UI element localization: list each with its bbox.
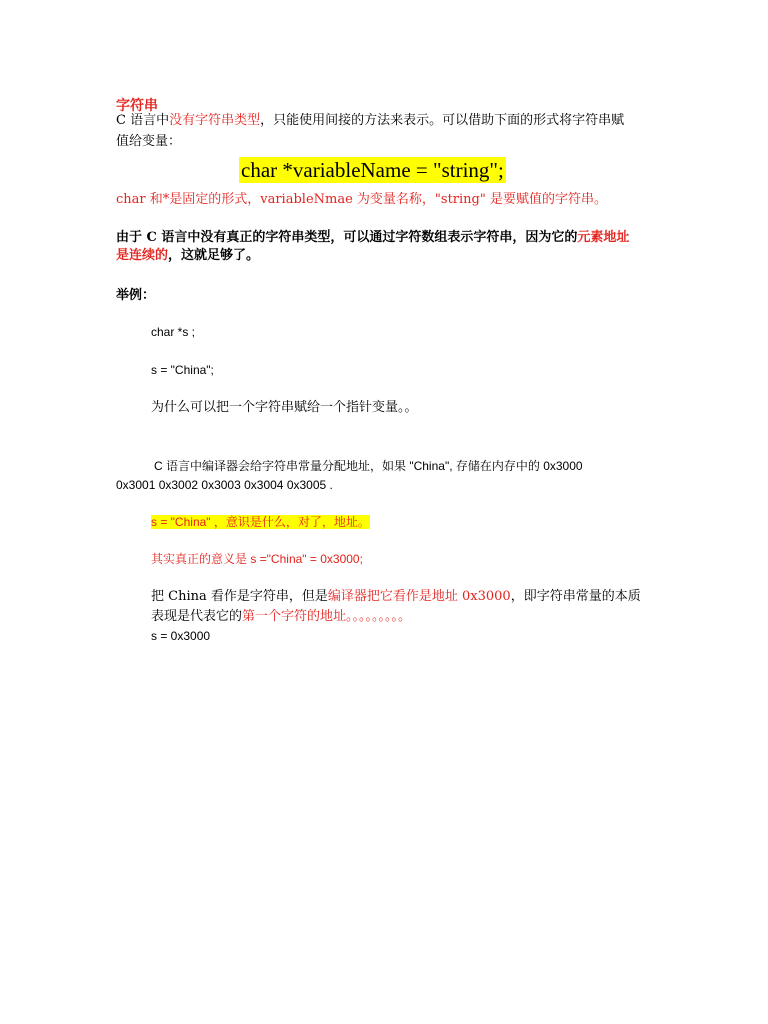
intro-line-1	[116, 111, 624, 131]
highlight-note-text: s = "China" ，意识是什么，对了，地址。	[151, 515, 370, 529]
highlight-note	[151, 512, 370, 532]
bold-note-red-text-2: 是连续的	[116, 248, 169, 263]
intro-red-text: 没有字符串类型	[169, 113, 261, 128]
conclusion-text: 把 China 看作是字符串，但是	[151, 589, 328, 604]
section-title: 字符串	[116, 98, 158, 114]
final-line: s = 0x3000	[151, 629, 211, 643]
question-text: 为什么可以把一个字符串赋给一个指针变量。。	[151, 400, 418, 415]
conclusion-red-text-2: 第一个字符的地址。。。。。。。。。	[242, 609, 412, 624]
conclusion-text-2: 表现是代表它的	[151, 609, 243, 624]
bold-note-text: 由于 C 语言中没有真正的字符串类型，可以通过字符数组表示字符串，因为它的	[116, 230, 578, 245]
syntax-note: char 和*是固定的形式，variableNmae 为变量名称，"string" 是要赋值的字符串。	[116, 192, 607, 207]
explain-line-1: C 语言中编译器会给字符串常量分配地址，如果 "China", 存储在内存中的 0x3000	[154, 459, 583, 473]
bold-note-red-text: 元素地址	[577, 230, 630, 245]
conclusion-text-cont: ，即字符串常量的本质	[510, 589, 641, 604]
bold-note-line-2	[116, 246, 259, 266]
explain-line-2: 0x3001 0x3002 0x3003 0x3004 0x3005 .	[116, 478, 333, 492]
bold-note-text-2: ，这就足够了。	[168, 248, 260, 263]
bold-note-line-1	[116, 228, 629, 248]
conclusion-red-text: 编译器把它看作是地址 0x3000	[327, 589, 511, 604]
conclusion-line-1	[151, 587, 641, 607]
conclusion-line-2	[151, 607, 411, 627]
intro-line-2: 值给变量：	[116, 134, 182, 149]
real-meaning: 其实真正的意义是 s ="China" = 0x3000;	[151, 552, 363, 566]
example-label: 举例：	[116, 288, 156, 303]
example-code-line-1: char *s ;	[151, 325, 196, 339]
intro-text: C 语言中	[116, 113, 170, 128]
example-code-line-2: s = "China";	[151, 363, 214, 377]
intro-text-cont: ，只能使用间接的方法来表示。可以借助下面的形式将字符串赋	[260, 113, 625, 128]
syntax-code-highlighted: char *variableName = "string";	[241, 158, 504, 182]
